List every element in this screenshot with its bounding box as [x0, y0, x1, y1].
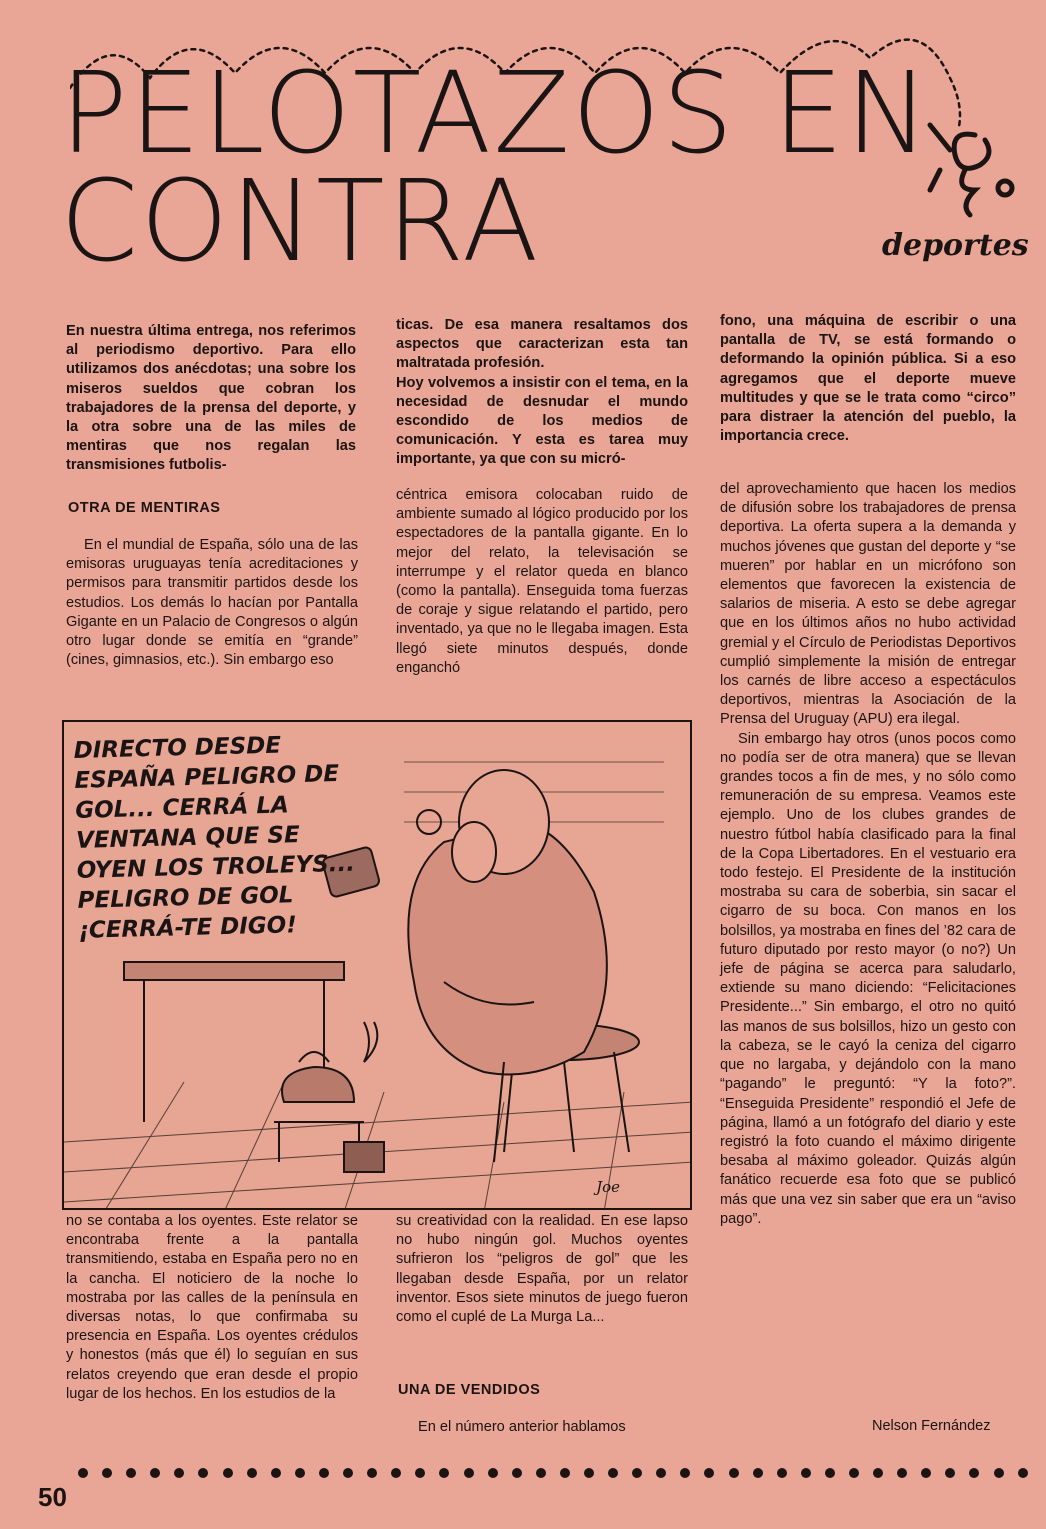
intro-column-3	[720, 312, 1016, 446]
intro-text-2b: Hoy volvemos a insistir con el tema, en la necesidad de desnudar el mundo escondido de los medios de comunicación. Y esta es tarea muy importante, ya que con su micró-	[396, 374, 688, 468]
stick-figure-logo-icon	[920, 110, 1020, 220]
intro-column-1	[66, 322, 356, 476]
section-heading-otra-de-mentiras: OTRA DE MENTIRAS	[68, 500, 221, 516]
body-text-3-p2: Sin embargo hay otros (unos pocos como no podía ser de otra manera) que se llevan grandes tocos a fin de mes, y no sólo como remuneración de su empresa. Veamos este ejemplo. Uno de los clubes grandes de nuestro fútbol había clasificado para la final de la Copa Libertadores. En el vestuario era todo festejo. El Presidente de la institución mostraba su cara de soberbia, sin sacar el cigarro de su boca. Con manos en los bolsillos, ya mostraba en fines del ’82 cara de futuro diputado por resto mayor (o no?) Un jefe de página se acerca para saludarlo, extiende su mano diciendo: “Felicitaciones Presidente...” Sin embargo, el otro no quitó las manos de sus bolsillos, hizo un gesto con la cabeza, se le cayó la ceniza del cigarro que no largaba, y dejándolo con la mano “pagando” le preguntó: “Y la foto?”. “Enseguida Presidente” respondió el Jefe de página, llamó a un fotógrafo del diario y este registró la foto cuando el máximo dirigente besaba al máximo goleador. Quizás algún fanático recuerde esa foto que se publicó más que una vez sin saber que era un “aviso pago”.	[720, 730, 1016, 1227]
title-line-1: PELOTAZOS EN	[60, 49, 932, 179]
body-text-1: En el mundial de España, sólo una de las emisoras uruguayas tenía acreditaciones y permisos para transmitir partidos desde los estudios. Los demás lo hacían por Pantalla Gigante en un Palacio de Congresos o algún otro lugar donde se emitía en “grande” (cines, gimnasios, etc.). Sin embargo eso	[66, 537, 358, 669]
author-byline: Nelson Fernández	[872, 1418, 991, 1434]
lower-column-1	[66, 1212, 358, 1404]
lower-column-2	[396, 1212, 688, 1327]
body-column-2	[396, 486, 688, 678]
page-number: 50	[38, 1482, 67, 1512]
section-heading-una-de-vendidos: UNA DE VENDIDOS	[398, 1382, 541, 1398]
dotted-rule	[78, 1466, 1028, 1480]
body-text-3-p1: del aprovechamiento que hacen los medios de difusión sobre los trabajadores de prensa deportiva. La oferta supera a la demanda y muchos jóvenes que gustan del deporte y “se mueren” por hablar en un micrófono son elementos que favorecen la existencia de salarios de miseria. A esto se debe agregar que en los últimos años no hubo actividad gremial y el Círculo de Periodistas Deportivos cumplió simplemente la misión de entregar los carnés de libre acceso a espectáculos deportivos, mientras la Asociación de la Prensa del Uruguay (APU) era ilegal.	[720, 481, 1016, 728]
cartoonist-signature: Joe	[596, 1178, 620, 1196]
intro-text-2a: ticas. De esa manera resaltamos dos aspectos que caracterizan esta tan maltratada profesión.	[396, 317, 688, 372]
cartoon-illustration	[62, 720, 692, 1210]
lower-text-2-end: En el número anterior hablamos	[418, 1419, 626, 1435]
body-column-1	[66, 536, 358, 670]
body-column-3	[720, 480, 1016, 1229]
title-line-2: CONTRA	[60, 157, 541, 287]
article-title	[60, 49, 932, 287]
intro-column-2	[396, 316, 688, 470]
section-label: deportes	[882, 228, 1029, 263]
speech-bubble-text: DIRECTO DESDE ESPAÑA PELIGRO DE GOL... CERRÁ LA VENTANA QUE SE OYEN LOS TROLEYS... PELIGRO DE GOL ¡CERRÁ-TE DIGO!	[73, 732, 356, 944]
lower-column-2-end	[418, 1418, 698, 1437]
lower-text-2: su creatividad con la realidad. En ese lapso no hubo ningún gol. Muchos oyentes sufrieron los “peligros de gol” que les llegaban desde España, por un relator inventor. Esos siete minutos de juego fueron como el cuplé de La Murga La...	[396, 1213, 688, 1326]
intro-text-1: En nuestra última entrega, nos referimos al periodismo deportivo. Para ello utilizamos dos anécdotas; una sobre los miseros sueldos que cobran los trabajadores de la prensa del deporte, y la otra sobre una de las miles de mentiras que nos regalan las transmisiones futbolis-	[66, 323, 356, 474]
body-text-2: céntrica emisora colocaban ruido de ambiente sumado al lógico producido por los espectadores de la pantalla gigante. En lo mejor del relato, la televisación se interrumpe y el relator queda en blanco (como la pantalla). Enseguida toma fuerzas de coraje y sigue relatando el partido, pero inventado, ya que no le llegaba imagen. Esta llegó siete minutos después, donde enganchó	[396, 487, 688, 676]
intro-text-3: fono, una máquina de escribir o una pantalla de TV, se está formando o deformando la opinión pública. Si a eso agregamos que el deporte mueve multitudes y que se le trata como “circo” para distraer la atención del pueblo, la importancia crece.	[720, 313, 1016, 445]
lower-text-1: no se contaba a los oyentes. Este relator se encontraba frente a la pantalla transmitiendo, estaba en España pero no en la cancha. El noticiero de la noche lo mostraba por las calles de la península en diversas notas, lo que confirmaba su presencia en España. Los oyentes crédulos y honestos (más que él) lo seguían en sus relatos creyendo que eran desde el propio lugar de los hechos. En los estudios de la	[66, 1213, 358, 1402]
